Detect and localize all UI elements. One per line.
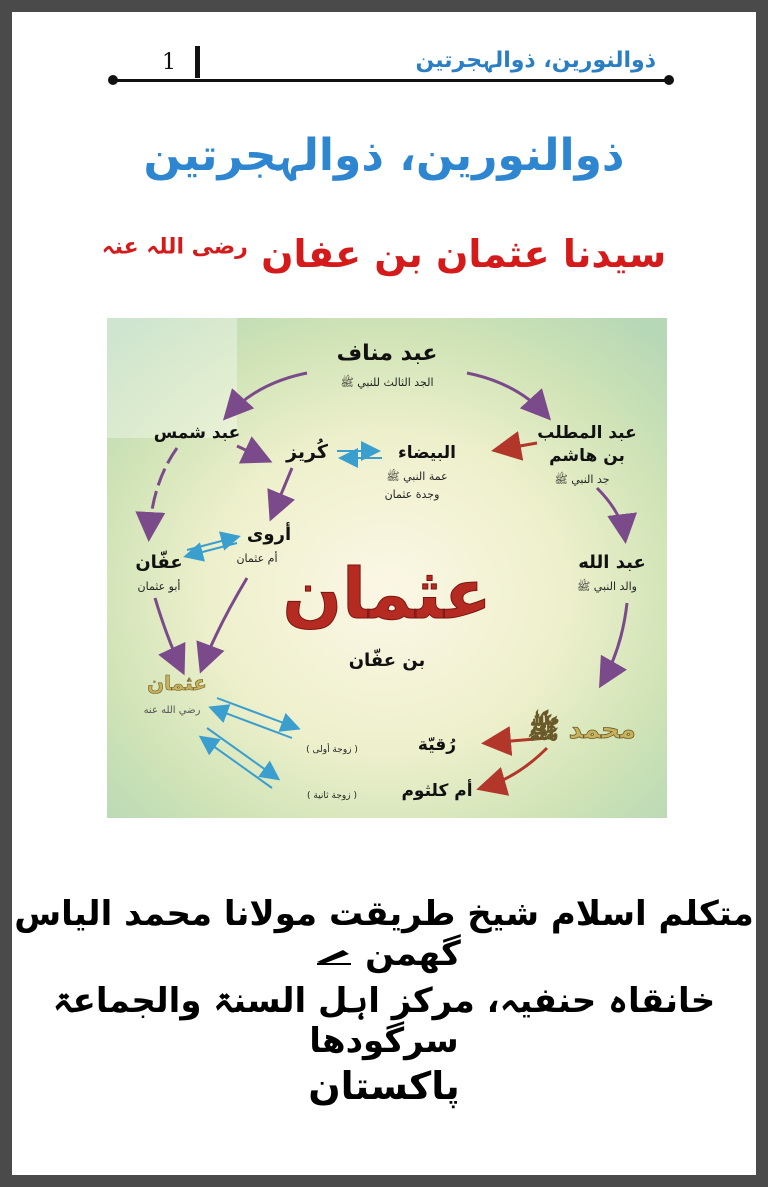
node-arwa: أروى	[246, 524, 292, 545]
author-line-2: خانقاہ حنفیہ، مرکز اہل السنۃ والجماعۃ سرگودھا	[52, 981, 716, 1061]
node-abd-muttalib: عبد المطلب	[537, 423, 637, 443]
page-title: ذوالنورین، ذوالہجرتین	[143, 130, 625, 181]
page-subtitle	[12, 232, 756, 276]
node-abdullah: عبد الله	[578, 552, 646, 573]
node-abd-muttalib-2: بن هاشم	[549, 446, 625, 466]
node-affan-note: أبو عثمان	[137, 580, 181, 593]
node-muhammad: محمد ﷺ	[528, 715, 636, 745]
node-abd-muttalib-note: جد النبي ﷺ	[554, 473, 610, 486]
node-kurayz: كُريز	[286, 441, 328, 463]
author-line-1	[12, 894, 756, 974]
pen-icon	[315, 946, 353, 966]
node-arwa-note: أم عثمان	[236, 552, 278, 565]
node-abdullah-note: والد النبي ﷺ	[577, 580, 637, 593]
header-separator	[195, 46, 200, 78]
node-abd-manaf: عبد مناف	[336, 341, 438, 366]
node-umm-kulthum: أم كلثوم	[401, 781, 473, 801]
node-affan: عفّان	[135, 552, 183, 573]
running-title: ذوالنورین، ذوالہجرتین	[415, 48, 656, 73]
node-baida: البيضاء	[398, 443, 456, 463]
ornament-corner	[107, 318, 237, 438]
center-calligraphy: عثمان	[282, 553, 492, 635]
center-subtitle: بن عفّان	[348, 650, 426, 671]
subtitle-honorific: رضی اللہ عنہ	[101, 234, 248, 260]
node-uthman: عثمان	[147, 671, 207, 695]
family-tree-diagram	[107, 318, 667, 818]
header-rule-dot-right	[664, 75, 674, 85]
node-baida-note-1: عمة النبي ﷺ	[386, 470, 448, 483]
node-ruqayya-note: ( زوجة أولى )	[306, 745, 358, 755]
page-number: 1	[162, 50, 176, 75]
author-line-3: پاکستان	[308, 1064, 460, 1108]
header-rule	[112, 79, 672, 82]
node-umm-kulthum-note: ( زوجة ثانية )	[307, 791, 357, 801]
node-uthman-note: رضي الله عنه	[143, 705, 201, 716]
node-abd-manaf-note: الجد الثالث للنبي ﷺ	[340, 376, 434, 389]
document-page	[12, 12, 756, 1175]
author-name: متکلم اسلام شیخ طریقت مولانا محمد الیاس گھمن	[14, 894, 754, 974]
node-baida-note-2: وجدة عثمان	[384, 488, 440, 501]
node-abd-shams: عبد شمس	[153, 423, 241, 443]
node-ruqayya: رُقيّة	[417, 735, 457, 755]
header-rule-dot-left	[108, 75, 118, 85]
subtitle-text: سیدنا عثمان بن عفان	[261, 232, 667, 276]
